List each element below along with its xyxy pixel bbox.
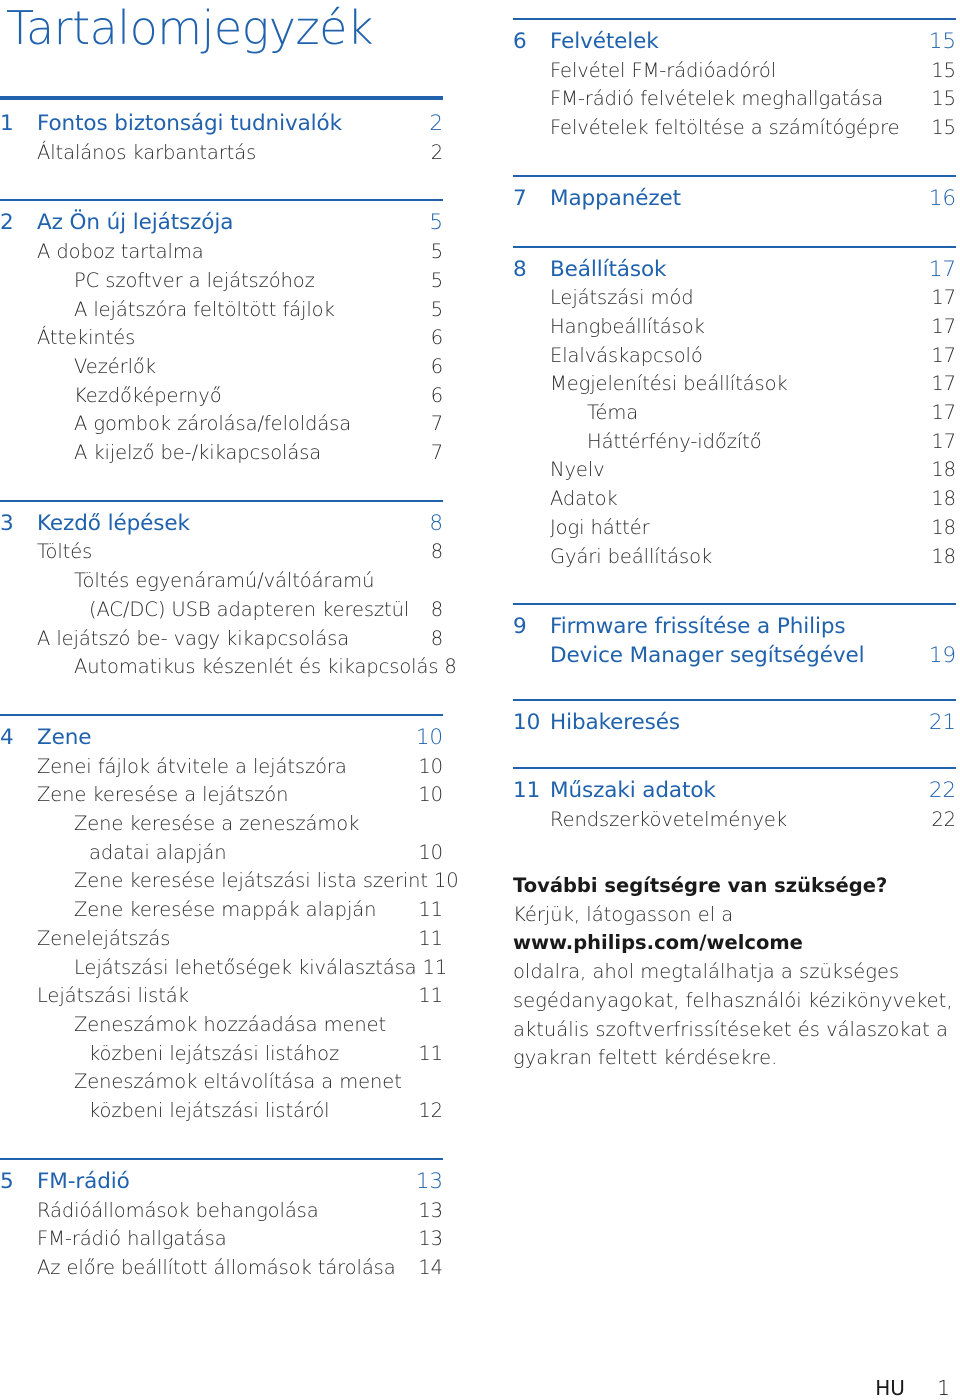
chapter-title: Hibakeresés	[550, 709, 680, 735]
entry-page: 18	[931, 544, 956, 568]
entry-page: 7	[430, 412, 443, 436]
entry-title: Töltés egyenáramú/váltóáramú	[74, 569, 375, 593]
chapter-title: Beállítások	[550, 256, 667, 282]
toc-section	[513, 767, 956, 834]
toc-chapter-entry[interactable]	[0, 209, 443, 238]
toc-entry[interactable]	[0, 1040, 443, 1069]
entry-title: Zeneszámok hozzáadása menet	[74, 1012, 387, 1036]
chapter-number: 11	[513, 778, 541, 804]
help-box	[513, 872, 958, 1073]
entry-page: 7	[430, 441, 443, 465]
chapter-title: Az Ön új lejátszója	[37, 210, 234, 236]
entry-page: 18	[931, 487, 956, 511]
toc-chapter-entry[interactable]	[513, 642, 956, 671]
toc-entry[interactable]	[513, 456, 956, 485]
entry-page: 12	[418, 1099, 443, 1123]
entry-title: FM-rádió felvételek meghallgatása	[550, 87, 884, 111]
toc-section	[0, 500, 457, 682]
entry-page: 17	[931, 286, 956, 310]
entry-title: A gombok zárolása/feloldása	[74, 412, 352, 436]
toc-section	[513, 175, 956, 214]
entry-page: 17	[931, 343, 956, 367]
toc-chapter-entry[interactable]	[513, 709, 956, 738]
chapter-title: Firmware frissítése a Philips	[550, 614, 846, 640]
toc-entry[interactable]	[0, 954, 448, 983]
chapter-page: 13	[415, 1168, 443, 1194]
entry-title: Felvétel FM-rádióadóról	[550, 58, 777, 82]
toc-chapter-entry[interactable]	[0, 724, 443, 753]
entry-title: Zene keresése lejátszási lista szerint	[74, 869, 428, 893]
entry-page: 13	[418, 1227, 443, 1251]
entry-page: 15	[931, 116, 956, 140]
toc-entry[interactable]	[0, 1097, 443, 1126]
chapter-number: 7	[513, 185, 527, 211]
entry-page: 5	[430, 240, 443, 264]
toc-entry[interactable]	[0, 1225, 443, 1254]
toc-entry[interactable]	[513, 428, 956, 457]
page-number: 1	[937, 1376, 950, 1400]
chapter-page: 5	[429, 210, 443, 236]
toc-entry[interactable]	[513, 806, 956, 835]
entry-page: 14	[418, 1255, 443, 1279]
toc-entry[interactable]	[0, 896, 443, 925]
toc-entry[interactable]	[0, 1011, 443, 1040]
entry-page: 5	[430, 297, 443, 321]
help-title: További segítségre van szüksége?	[513, 874, 888, 897]
entry-page: 10	[433, 869, 459, 893]
entry-title: Zene keresése mappák alapján	[74, 898, 377, 922]
toc-chapter-entry[interactable]	[0, 110, 443, 139]
entry-title: közbeni lejátszási listáról	[89, 1099, 330, 1123]
entry-title: Megjelenítési beállítások	[550, 372, 788, 396]
toc-chapter-entry[interactable]	[513, 613, 956, 642]
toc-entry[interactable]	[0, 1068, 443, 1097]
entry-page: 11	[418, 1041, 443, 1065]
entry-title: A lejátszó be- vagy kikapcsolása	[37, 626, 350, 650]
entry-page: 17	[931, 429, 956, 453]
toc-entry[interactable]	[0, 753, 443, 782]
toc-chapter-entry[interactable]	[513, 28, 956, 57]
entry-title: Zene keresése a zeneszámok	[74, 812, 360, 836]
language-code: HU	[875, 1376, 905, 1400]
entry-page: 6	[430, 354, 443, 378]
chapter-page: 19	[928, 642, 956, 668]
entry-page: 18	[931, 515, 956, 539]
chapter-page: 16	[928, 185, 956, 211]
toc-entry[interactable]	[0, 1254, 443, 1283]
toc-section	[0, 199, 443, 467]
entry-title: Kezdőképernyő	[74, 383, 222, 407]
entry-page: 11	[418, 898, 443, 922]
entry-page: 8	[430, 597, 443, 621]
entry-title: Elalváskapcsoló	[550, 343, 703, 367]
entry-page: 15	[931, 87, 956, 111]
help-line: segédanyagokat, felhasználói kézikönyveket,	[513, 988, 953, 1012]
entry-title: Vezérlők	[74, 354, 156, 378]
chapter-number: 3	[0, 510, 14, 536]
toc-entry[interactable]	[0, 781, 443, 810]
chapter-number: 2	[0, 210, 14, 236]
chapter-title: Műszaki adatok	[550, 778, 716, 804]
entry-title: Rendszerkövetelmények	[550, 808, 788, 832]
entry-page: 11	[418, 984, 443, 1008]
toc-entry[interactable]	[513, 114, 956, 143]
chapter-number: 8	[513, 256, 527, 282]
entry-page: 11	[422, 955, 448, 979]
toc-chapter-entry[interactable]	[0, 510, 443, 539]
toc-entry[interactable]	[513, 399, 956, 428]
toc-section	[513, 246, 956, 572]
toc-entry[interactable]	[513, 284, 956, 313]
toc-section	[0, 1158, 443, 1283]
page-footer	[875, 1376, 950, 1400]
help-line: gyakran feltett kérdésekre.	[513, 1046, 778, 1070]
chapter-number: 6	[513, 29, 527, 54]
entry-title: Rádióállomások behangolása	[37, 1198, 319, 1222]
chapter-page: 2	[429, 111, 443, 136]
chapter-number: 4	[0, 724, 14, 750]
entry-title: Automatikus készenlét és kikapcsolás	[74, 655, 439, 679]
entry-title: A lejátszóra feltöltött fájlok	[74, 297, 335, 321]
toc-section	[513, 18, 956, 143]
entry-title: A kijelző be-/kikapcsolása	[74, 441, 322, 465]
entry-title: közbeni lejátszási listához	[89, 1041, 340, 1065]
entry-title: Lejátszási mód	[550, 286, 694, 310]
toc-entry[interactable]	[513, 514, 956, 543]
chapter-page: 8	[429, 510, 443, 536]
chapter-title: Kezdő lépések	[37, 510, 190, 536]
chapter-page: 10	[415, 724, 443, 750]
toc-entry[interactable]	[0, 567, 443, 596]
chapter-number: 1	[0, 111, 14, 136]
chapter-page: 21	[928, 709, 956, 735]
entry-title: Töltés	[37, 540, 93, 564]
entry-title: adatai alapján	[89, 840, 227, 864]
entry-page: 2	[430, 140, 443, 164]
chapter-page: 22	[928, 778, 956, 804]
help-line: oldalra, ahol megtalálhatja a szükséges	[513, 960, 900, 984]
toc-chapter-entry[interactable]	[0, 1168, 443, 1197]
toc-section	[513, 603, 956, 670]
chapter-page: 15	[928, 29, 956, 54]
toc-right-column	[513, 18, 956, 835]
toc-entry[interactable]	[0, 324, 443, 353]
chapter-title: Device Manager segítségével	[550, 642, 865, 668]
toc-entry[interactable]	[0, 538, 443, 567]
toc-chapter-entry[interactable]	[513, 185, 956, 214]
toc-entry[interactable]	[513, 485, 956, 514]
entry-title: Felvételek feltöltése a számítógépre	[550, 116, 900, 140]
entry-page: 8	[444, 655, 457, 679]
toc-entry[interactable]	[513, 57, 956, 86]
entry-page: 11	[418, 926, 443, 950]
toc-entry[interactable]	[513, 313, 956, 342]
toc-entry[interactable]	[0, 925, 443, 954]
entry-title: Zeneszámok eltávolítása a menet	[74, 1070, 402, 1094]
toc-entry[interactable]	[0, 296, 443, 325]
entry-title: A doboz tartalma	[37, 240, 204, 264]
toc-entry[interactable]	[0, 867, 459, 896]
toc-entry[interactable]	[0, 353, 443, 382]
chapter-title: Felvételek	[550, 29, 659, 54]
toc-entry[interactable]	[0, 596, 443, 625]
toc-entry[interactable]	[0, 625, 443, 654]
toc-section	[0, 714, 459, 1126]
help-line: aktuális szoftverfrissítéseket és válaszokat a	[513, 1017, 948, 1041]
toc-entry[interactable]	[0, 410, 443, 439]
toc-entry[interactable]	[0, 139, 443, 168]
toc-entry[interactable]	[0, 982, 443, 1011]
entry-title: Zenelejátszás	[37, 926, 171, 950]
entry-title: Áttekintés	[37, 326, 136, 350]
toc-entry[interactable]	[513, 543, 956, 572]
entry-title: PC szoftver a lejátszóhoz	[74, 268, 315, 292]
entry-page: 5	[430, 268, 443, 292]
entry-page: 8	[430, 540, 443, 564]
entry-page: 6	[430, 326, 443, 350]
entry-page: 18	[931, 458, 956, 482]
chapter-number: 9	[513, 614, 527, 640]
toc-entry[interactable]	[0, 238, 443, 267]
toc-entry[interactable]	[0, 267, 443, 296]
entry-title: Gyári beállítások	[550, 544, 713, 568]
chapter-title: Mappanézet	[550, 185, 681, 211]
toc-entry[interactable]	[0, 382, 443, 411]
chapter-number: 5	[0, 1168, 14, 1194]
chapter-page: 17	[928, 256, 956, 282]
help-url-link[interactable]: www.philips.com/welcome	[513, 931, 803, 955]
entry-page: 22	[931, 808, 956, 832]
entry-title: Lejátszási lehetőségek kiválasztása	[74, 955, 417, 979]
toc-entry[interactable]	[0, 810, 443, 839]
toc-entry[interactable]	[0, 653, 457, 682]
entry-page: 13	[418, 1198, 443, 1222]
entry-page: 17	[931, 372, 956, 396]
entry-page: 10	[418, 840, 443, 864]
chapter-number: 10	[513, 709, 541, 735]
entry-page: 10	[418, 754, 443, 778]
toc-entry[interactable]	[0, 839, 443, 868]
entry-page: 17	[931, 314, 956, 338]
entry-title: Adatok	[550, 487, 618, 511]
entry-title: Téma	[587, 401, 639, 425]
entry-title: Az előre beállított állomások tárolása	[37, 1255, 396, 1279]
entry-page: 6	[430, 383, 443, 407]
toc-entry[interactable]	[0, 439, 443, 468]
entry-title: Zenei fájlok átvitele a lejátszóra	[37, 754, 347, 778]
chapter-title: FM-rádió	[37, 1168, 130, 1194]
entry-page: 8	[430, 626, 443, 650]
toc-entry[interactable]	[513, 342, 956, 371]
toc-entry[interactable]	[513, 370, 956, 399]
chapter-title: Fontos biztonsági tudnivalók	[37, 111, 342, 136]
entry-title: Általános karbantartás	[37, 140, 257, 164]
toc-section	[0, 96, 443, 167]
page-title: Tartalomjegyzék	[6, 1, 374, 55]
entry-title: Jogi háttér	[550, 515, 650, 539]
entry-page: 17	[931, 401, 956, 425]
toc-chapter-entry[interactable]	[513, 777, 956, 806]
toc-chapter-entry[interactable]	[513, 256, 956, 285]
toc-entry[interactable]	[0, 1197, 443, 1226]
toc-section	[513, 699, 956, 738]
entry-title: (AC/DC) USB adapteren keresztül	[89, 597, 410, 621]
entry-page: 10	[418, 783, 443, 807]
toc-left-column	[0, 96, 459, 1283]
chapter-title: Zene	[37, 724, 92, 750]
entry-title: Nyelv	[550, 458, 605, 482]
toc-entry[interactable]	[513, 85, 956, 114]
entry-title: Lejátszási listák	[37, 984, 189, 1008]
entry-title: Zene keresése a lejátszón	[37, 783, 289, 807]
entry-page: 15	[931, 58, 956, 82]
entry-title: FM-rádió hallgatása	[37, 1227, 227, 1251]
help-line: Kérjük, látogasson el a	[513, 902, 734, 926]
entry-title: Hangbeállítások	[550, 314, 705, 338]
entry-title: Háttérfény-időzítő	[587, 429, 762, 453]
